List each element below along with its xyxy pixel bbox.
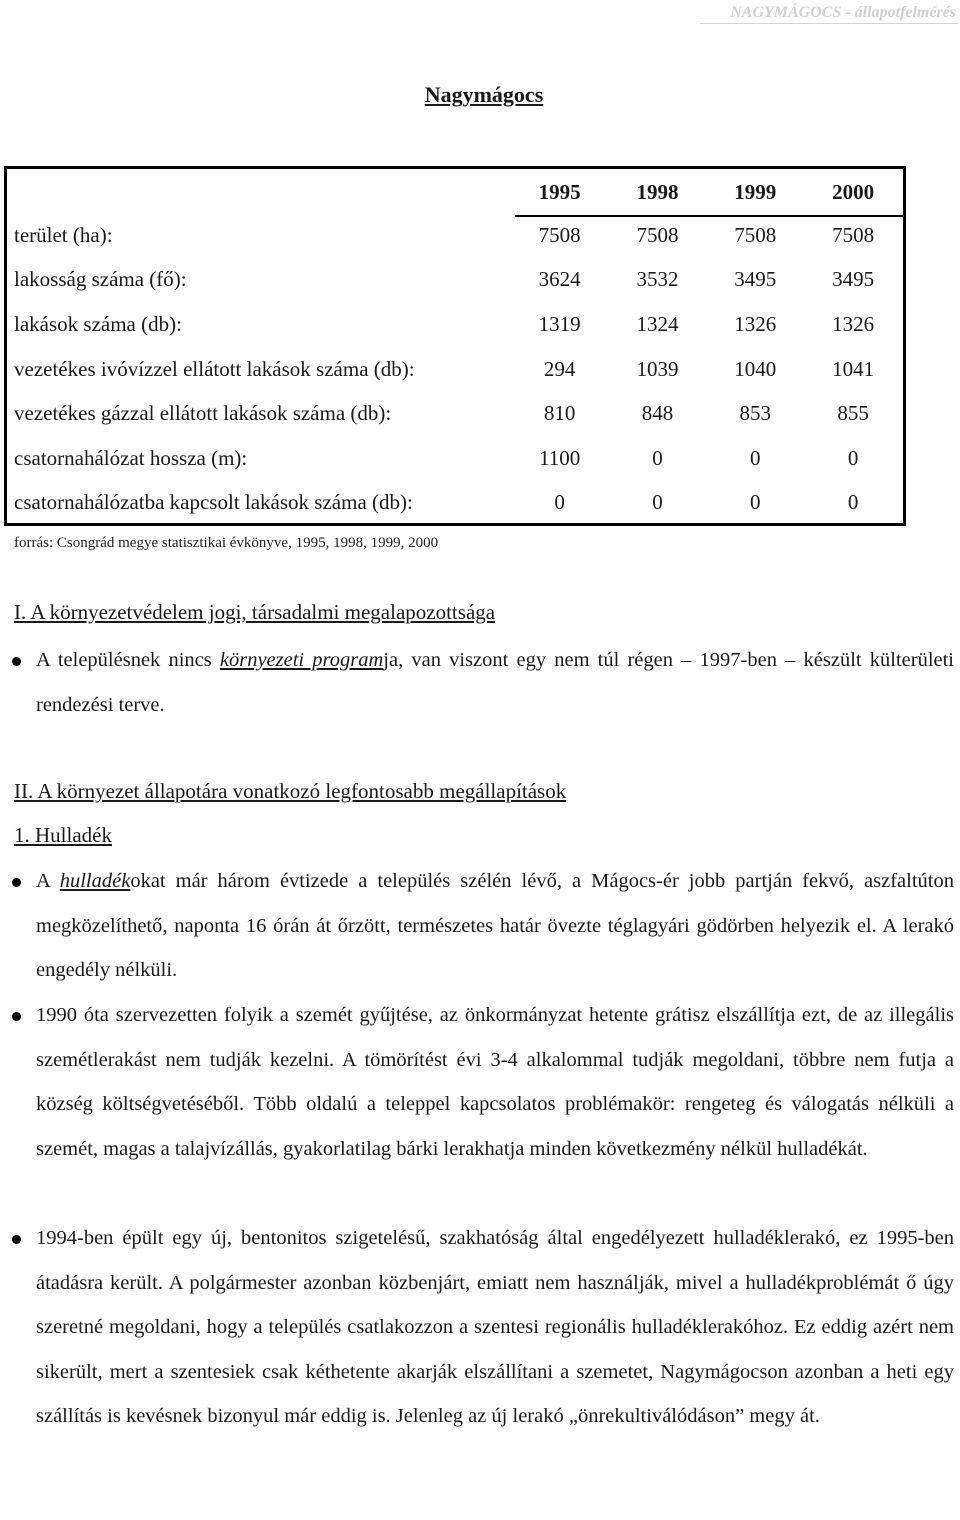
cell-value: 1324 <box>636 311 679 336</box>
row-label: lakások száma (db): <box>14 311 182 336</box>
cell-value: 0 <box>750 445 761 470</box>
row-label: terület (ha): <box>14 222 113 247</box>
cell-value: 1039 <box>636 356 679 381</box>
table-header-row <box>14 171 902 213</box>
cell-value: 3495 <box>734 267 777 292</box>
year-header-rule <box>515 215 906 217</box>
subsection-heading: 1. Hulladék <box>14 823 112 847</box>
cell-value: 0 <box>847 490 859 515</box>
cell-value: 855 <box>837 401 869 426</box>
bullet-icon <box>12 878 21 887</box>
statistics-table-box <box>4 166 906 526</box>
cell-value: 3532 <box>636 267 679 292</box>
row-label: csatornahálózatba kapcsolt lakások száma (db): <box>14 490 413 515</box>
table-row <box>14 258 902 303</box>
row-label: vezetékes gázzal ellátott lakások száma (db): <box>14 401 392 426</box>
table-row <box>14 436 902 481</box>
cell-value: 1326 <box>832 311 875 336</box>
cell-value: 1326 <box>734 311 777 336</box>
year-header: 2000 <box>832 179 875 204</box>
section-heading: II. A környezet állapotára vonatkozó legfontosabb megállapítások <box>14 779 567 803</box>
cell-value: 7508 <box>832 222 875 247</box>
running-header: NAGYMÁGOCS - állapotfelmérés <box>730 4 956 21</box>
section-heading: I. A környezetvédelem jogi, társadalmi megalapozottsága <box>14 600 496 624</box>
statistics-table <box>14 171 902 525</box>
table-row <box>14 347 902 392</box>
page-title: Nagymágocs <box>424 82 544 107</box>
emphasized-term: környezeti program <box>219 649 384 671</box>
cell-value: 3495 <box>832 267 875 292</box>
cell-value: 294 <box>543 356 576 381</box>
bullet-icon <box>12 1235 21 1244</box>
emphasized-term: hulladék <box>59 870 131 892</box>
table-row <box>14 302 902 347</box>
cell-value: 848 <box>641 401 674 426</box>
year-header: 1995 <box>538 179 581 204</box>
row-label: vezetékes ivóvízzel ellátott lakások száma (db): <box>14 356 415 381</box>
cell-value: 0 <box>652 490 663 515</box>
cell-value: 7508 <box>636 222 679 247</box>
year-header: 1998 <box>636 179 679 204</box>
table-row <box>14 213 902 258</box>
cell-value: 0 <box>554 490 565 515</box>
cell-value: 810 <box>543 401 576 426</box>
paragraph: A településnek nincs környezeti programja, van viszont egy nem túl régen – 1997-ben – készült külterületi rendezési terve. <box>36 649 955 716</box>
cell-value: 1040 <box>734 356 777 381</box>
row-label: csatornahálózat hossza (m): <box>14 445 248 470</box>
bullet-icon <box>12 657 21 666</box>
paragraph: 1994-ben épült egy új, bentonitos szigetelésű, szakhatóság által engedélyezett hulladéklerakó, ez 1995-ben átadásra került. A polgármester azonban közbenjárt, emiatt nem használják, mivel a hulladékproblémát ő úgy szeretné megoldani, hogy a település csatlakozzon a szentesi regionális hulladéklerakóhoz. Ez eddig azért nem sikerült, mert a szentesiek csak kéthetente akarják elszállítani a szemetet, Nagymágocson azonban a heti egy szállítás is kevésnek bizonyul már eddig is. Jelenleg az új lerakó „önrekultiválódáson” megy át. <box>36 1227 954 1427</box>
cell-value: 0 <box>652 445 663 470</box>
header-rule <box>700 23 958 24</box>
bullet-icon <box>12 1012 21 1021</box>
paragraph: 1990 óta szervezetten folyik a szemét gyűjtése, az önkormányzat hetente grátisz elszállítja ezt, de az illegális szemétlerakást nem tudják kezelni. A tömörítést évi 3-4 alkalommal tudják megoldani, többre nem futja a község költségvetéséből. Több oldalú a teleppel kapcsolatos problémakör: rengeteg és válogatás nélküli a szemét, magas a talajvízállás, gyakorlatilag bárki lerakhatja minden következmény nélkül hulladékát. <box>36 1004 954 1160</box>
cell-value: 853 <box>739 401 772 426</box>
year-header: 1999 <box>734 179 777 204</box>
cell-value: 0 <box>750 490 761 515</box>
cell-value: 7508 <box>538 222 581 247</box>
table-source-note: forrás: Csongrád megye statisztikai évkönyve, 1995, 1998, 1999, 2000 <box>14 535 439 551</box>
table-row <box>14 481 902 526</box>
table-row <box>14 391 902 436</box>
cell-value: 0 <box>847 445 859 470</box>
cell-value: 7508 <box>734 222 777 247</box>
cell-value: 3624 <box>538 267 581 292</box>
paragraph: A hulladékokat már három évtizede a település szélén lévő, a Mágocs-ér jobb partján fekvő, aszfaltúton megközelíthető, naponta 16 órán át őrzött, természetes határ övezte téglagyári gödörben helyezik el. A lerakó engedély nélküli. <box>36 870 954 981</box>
cell-value: 1041 <box>832 356 875 381</box>
row-label: lakosság száma (fő): <box>14 267 187 292</box>
cell-value: 1319 <box>538 311 581 336</box>
cell-value: 1100 <box>539 445 581 470</box>
